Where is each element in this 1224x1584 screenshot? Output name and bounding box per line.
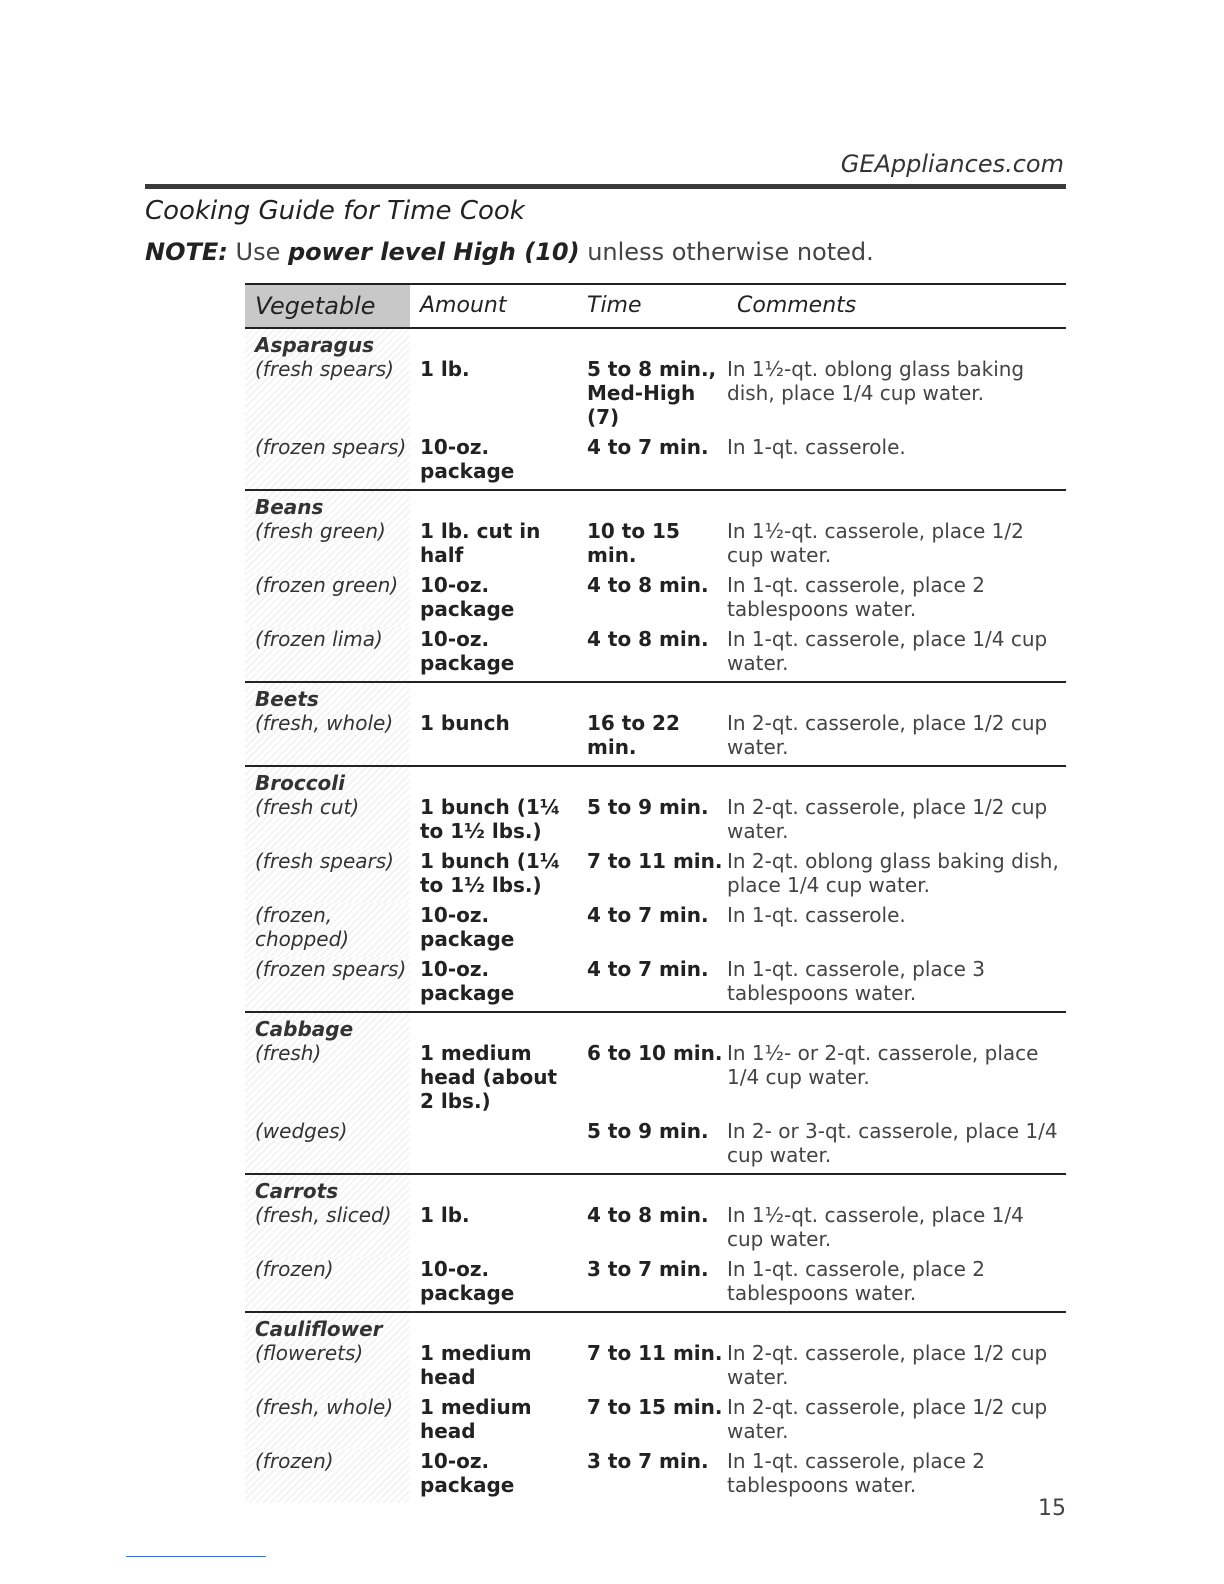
vegetable-form: (fresh, whole) xyxy=(245,711,410,766)
amount-cell: 10-oz. package xyxy=(420,627,515,675)
vegetable-group-row xyxy=(245,1312,1066,1341)
time-cell: 3 to 7 min. xyxy=(587,1257,709,1281)
comment-cell: In 1-qt. casserole, place 2 tablespoons water. xyxy=(727,573,986,621)
amount-cell: 10-oz. package xyxy=(420,957,515,1005)
header-comments: Comments xyxy=(727,284,1066,328)
table-row xyxy=(245,711,1066,766)
empty-cell xyxy=(577,682,727,711)
vegetable-group-row xyxy=(245,1174,1066,1203)
amount-cell: 10-oz. package xyxy=(420,435,515,483)
empty-cell xyxy=(577,1174,727,1203)
vegetable-form: (frozen spears) xyxy=(245,435,410,490)
time-cell: 4 to 7 min. xyxy=(587,435,709,459)
amount-cell: 1 bunch (1¼ to 1½ lbs.) xyxy=(420,795,561,843)
vegetable-form: (frozen spears) xyxy=(245,957,410,1012)
vegetable-form: (fresh, whole) xyxy=(245,1395,410,1449)
note-rest: unless otherwise noted. xyxy=(587,238,874,266)
vegetable-form: (fresh cut) xyxy=(245,795,410,849)
empty-cell xyxy=(577,1312,727,1341)
time-cell: 4 to 8 min. xyxy=(587,573,709,597)
empty-cell xyxy=(727,1012,1066,1041)
vegetable-name: Carrots xyxy=(245,1174,410,1203)
table-row xyxy=(245,795,1066,849)
amount-cell: 1 medium head (about 2 lbs.) xyxy=(420,1041,558,1113)
vegetable-name: Beans xyxy=(245,490,410,519)
vegetable-form: (frozen, chopped) xyxy=(245,903,410,957)
amount-cell: 10-oz. package xyxy=(420,1257,515,1305)
note-label: NOTE: xyxy=(145,238,228,266)
table-row xyxy=(245,357,1066,435)
comment-cell: In 1-qt. casserole, place 3 tablespoons water. xyxy=(727,957,986,1005)
header-vegetable: Vegetable xyxy=(245,284,410,328)
comment-cell: In 1½- or 2-qt. casserole, place 1/4 cup water. xyxy=(727,1041,1039,1089)
empty-cell xyxy=(727,328,1066,357)
amount-cell: 1 medium head xyxy=(420,1341,532,1389)
empty-cell xyxy=(727,682,1066,711)
page-number: 15 xyxy=(1038,1496,1066,1521)
vegetable-group-row xyxy=(245,766,1066,795)
time-cell: 4 to 8 min. xyxy=(587,627,709,651)
time-cell: 4 to 7 min. xyxy=(587,957,709,981)
vegetable-group-row xyxy=(245,1012,1066,1041)
footer-line xyxy=(126,1556,266,1557)
header-rule xyxy=(145,184,1066,189)
time-cell: 7 to 11 min. xyxy=(587,1341,723,1365)
comment-cell: In 1½-qt. casserole, place 1/4 cup water. xyxy=(727,1203,1024,1251)
comment-cell: In 1-qt. casserole, place 1/4 cup water. xyxy=(727,627,1048,675)
empty-cell xyxy=(410,1174,577,1203)
amount-cell: 1 lb. xyxy=(420,1203,470,1227)
table-body xyxy=(245,328,1066,1503)
amount-cell: 1 medium head xyxy=(420,1395,532,1443)
amount-cell xyxy=(410,1119,577,1174)
time-cell: 5 to 8 min., Med-High (7) xyxy=(587,357,717,429)
comment-cell: In 2-qt. casserole, place 1/2 cup water. xyxy=(727,1341,1048,1389)
time-cell: 10 to 15 min. xyxy=(587,519,680,567)
vegetable-group-row xyxy=(245,490,1066,519)
empty-cell xyxy=(410,1312,577,1341)
vegetable-form: (fresh, sliced) xyxy=(245,1203,410,1257)
table-row xyxy=(245,1257,1066,1312)
amount-cell: 1 lb. xyxy=(420,357,470,381)
table-row xyxy=(245,957,1066,1012)
time-cell: 7 to 11 min. xyxy=(587,849,723,873)
comment-cell: In 2-qt. casserole, place 1/2 cup water. xyxy=(727,1395,1048,1443)
empty-cell xyxy=(577,1012,727,1041)
amount-cell: 10-oz. package xyxy=(420,1449,515,1497)
vegetable-form: (flowerets) xyxy=(245,1341,410,1395)
table-row xyxy=(245,1449,1066,1503)
vegetable-form: (frozen green) xyxy=(245,573,410,627)
vegetable-group-row xyxy=(245,328,1066,357)
empty-cell xyxy=(410,682,577,711)
site-url: GEAppliances.com xyxy=(840,150,1064,178)
amount-cell: 1 lb. cut in half xyxy=(420,519,541,567)
vegetable-form: (wedges) xyxy=(245,1119,410,1174)
vegetable-name: Beets xyxy=(245,682,410,711)
comment-cell: In 1-qt. casserole. xyxy=(727,903,906,927)
amount-cell: 1 bunch xyxy=(420,711,510,735)
amount-cell: 10-oz. package xyxy=(420,573,515,621)
vegetable-name: Cabbage xyxy=(245,1012,410,1041)
comment-cell: In 2-qt. oblong glass baking dish, place 1/4 cup water. xyxy=(727,849,1059,897)
comment-cell: In 2- or 3-qt. casserole, place 1/4 cup water. xyxy=(727,1119,1058,1167)
empty-cell xyxy=(727,1312,1066,1341)
empty-cell xyxy=(727,490,1066,519)
empty-cell xyxy=(727,766,1066,795)
table-row xyxy=(245,903,1066,957)
comment-cell: In 1-qt. casserole. xyxy=(727,435,906,459)
time-cell: 6 to 10 min. xyxy=(587,1041,723,1065)
power-note xyxy=(145,238,874,266)
vegetable-form: (fresh green) xyxy=(245,519,410,573)
vegetable-form: (frozen lima) xyxy=(245,627,410,682)
comment-cell: In 1½-qt. casserole, place 1/2 cup water. xyxy=(727,519,1024,567)
comment-cell: In 2-qt. casserole, place 1/2 cup water. xyxy=(727,795,1048,843)
vegetable-form: (fresh spears) xyxy=(245,357,410,435)
empty-cell xyxy=(410,766,577,795)
vegetable-form: (frozen) xyxy=(245,1257,410,1312)
comment-cell: In 1½-qt. oblong glass baking dish, place 1/4 cup water. xyxy=(727,357,1025,405)
table-header-row xyxy=(245,284,1066,328)
note-use: Use xyxy=(235,238,281,266)
table-row xyxy=(245,435,1066,490)
empty-cell xyxy=(410,328,577,357)
table-row xyxy=(245,627,1066,682)
table-row xyxy=(245,1041,1066,1119)
vegetable-form: (frozen) xyxy=(245,1449,410,1503)
time-cell: 5 to 9 min. xyxy=(587,795,709,819)
empty-cell xyxy=(577,766,727,795)
vegetable-name: Broccoli xyxy=(245,766,410,795)
time-cell: 3 to 7 min. xyxy=(587,1449,709,1473)
table-row xyxy=(245,1341,1066,1395)
time-cell: 5 to 9 min. xyxy=(587,1119,709,1143)
table-row xyxy=(245,1119,1066,1174)
vegetable-group-row xyxy=(245,682,1066,711)
page-title: Cooking Guide for Time Cook xyxy=(145,196,525,226)
empty-cell xyxy=(727,1174,1066,1203)
vegetable-form: (fresh spears) xyxy=(245,849,410,903)
table-row xyxy=(245,1203,1066,1257)
table-row xyxy=(245,849,1066,903)
empty-cell xyxy=(410,490,577,519)
vegetable-name: Asparagus xyxy=(245,328,410,357)
time-cell: 4 to 8 min. xyxy=(587,1203,709,1227)
note-power-level: power level High (10) xyxy=(287,238,580,266)
comment-cell: In 2-qt. casserole, place 1/2 cup water. xyxy=(727,711,1048,759)
time-cell: 7 to 15 min. xyxy=(587,1395,723,1419)
comment-cell: In 1-qt. casserole, place 2 tablespoons water. xyxy=(727,1257,986,1305)
table-row xyxy=(245,573,1066,627)
header-time: Time xyxy=(577,284,727,328)
amount-cell: 1 bunch (1¼ to 1½ lbs.) xyxy=(420,849,561,897)
table-row xyxy=(245,1395,1066,1449)
time-cell: 16 to 22 min. xyxy=(587,711,680,759)
vegetable-form: (fresh) xyxy=(245,1041,410,1119)
empty-cell xyxy=(410,1012,577,1041)
header-amount: Amount xyxy=(410,284,577,328)
table-row xyxy=(245,519,1066,573)
time-cell: 4 to 7 min. xyxy=(587,903,709,927)
empty-cell xyxy=(577,490,727,519)
amount-cell: 10-oz. package xyxy=(420,903,515,951)
empty-cell xyxy=(577,328,727,357)
cooking-guide-table xyxy=(245,283,1066,1503)
vegetable-name: Cauliflower xyxy=(245,1312,410,1341)
comment-cell: In 1-qt. casserole, place 2 tablespoons water. xyxy=(727,1449,986,1497)
